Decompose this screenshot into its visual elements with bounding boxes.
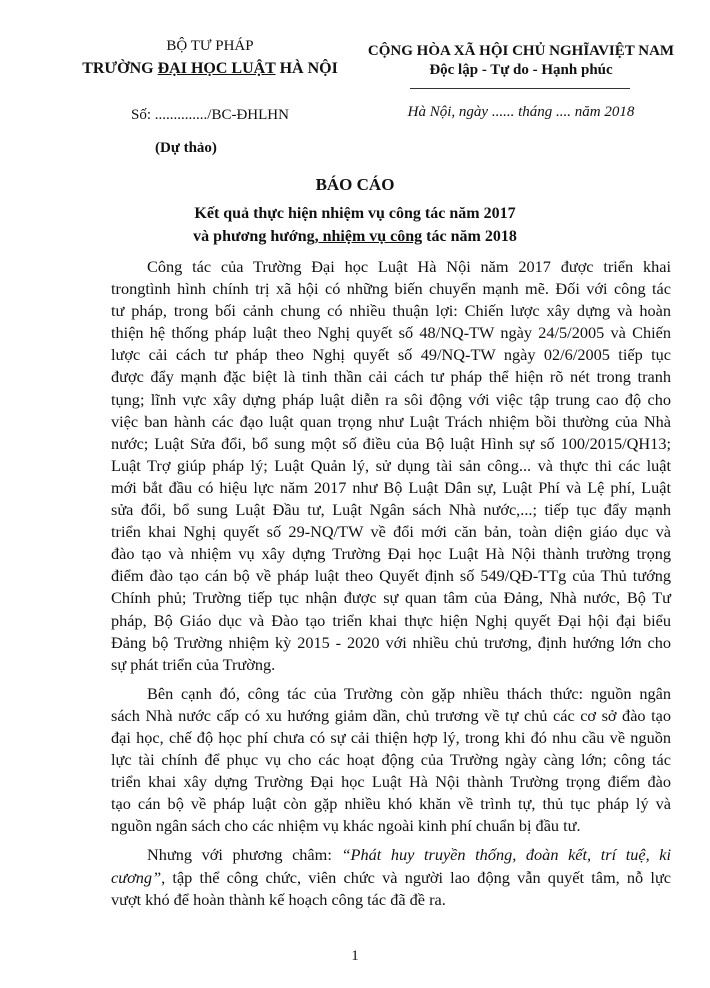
paragraph-line: trongtình hình chính trị xã hội có những biến chuyển mạnh mẽ. Đối với công tác [111, 279, 671, 299]
draft-label: (Dự thảo) [155, 140, 217, 156]
ministry-name: BỘ TƯ PHÁP [166, 38, 254, 54]
paragraph-line: cương”, tập thể công chức, viên chức và người lao động vẫn quyết tâm, nỗ lực [111, 867, 671, 887]
report-subtitle-line-1: Kết quả thực hiện nhiệm vụ công tác năm 2017 [194, 205, 516, 222]
paragraph-motto [111, 844, 671, 910]
report-subtitle-line-2 [0, 228, 710, 246]
paragraph-line: mới bắt đầu có hiệu lực năm 2017 như Bộ Luật Dân sự, Luật Phí và Lệ phí, Luật [111, 477, 671, 497]
paragraph-line: sửa đổi, bổ sung Luật Đầu tư, Luật Ngân sách Nhà nước,...; tiếp tục đẩy mạnh [111, 500, 671, 520]
motto-underline [410, 88, 630, 89]
paragraph-context [111, 256, 671, 676]
paragraph-line: được đẩy mạnh đặc biệt là tinh thần cải cách tư pháp thể hiện rõ nét trong tranh [111, 367, 671, 387]
paragraph-line: triển khai xây dựng Trường Đại học Luật Hà Nội thành Trường trọng điểm đào [111, 772, 671, 792]
paragraph-line: tạo cán bộ về pháp luật còn gặp nhiều khó khăn về trình tự, thủ tục pháp lý và [111, 794, 671, 814]
university-name [50, 60, 370, 78]
paragraph-challenges [111, 683, 671, 838]
document-number: Số: ............../BC-ĐHLHN [131, 107, 289, 123]
paragraph-line: đào tạo và nhiệm vụ xây dựng Trường Đại học Luật Hà Nội thành trường trọng [111, 544, 671, 564]
subtitle-part-c: tác năm 2018 [422, 228, 517, 245]
motto-quote-part-1: “Phát huy truyền thống, đoàn kết, trí tuệ, ki [341, 845, 671, 865]
paragraph-line: Nhưng với phương châm: “Phát huy truyền thống, đoàn kết, trí tuệ, ki [147, 845, 671, 865]
subtitle-part-a: và phương hướng [193, 228, 315, 245]
paragraph-line: sự phát triển của Trường. [111, 654, 276, 674]
paragraph-line: lược cải cách tư pháp theo Nghị quyết số 49/NQ-TW ngày 02/6/2005 tiếp tục [111, 345, 671, 365]
paragraph-line: Đảng bộ Trường nhiệm kỳ 2015 - 2020 với nhiều chủ trương, định hướng lớn cho [111, 632, 671, 652]
motto-quote-part-2: cương” [111, 867, 162, 887]
paragraph-line: vượt khó để hoàn thành kế hoạch công tác đã đề ra. [111, 889, 446, 909]
page-number: 1 [351, 948, 359, 964]
paragraph-line: việc ban hành các đạo luật quan trọng như Luật Trách nhiệm bồi thường của Nhà [111, 411, 671, 431]
paragraph-line: Công tác của Trường Đại học Luật Hà Nội năm 2017 được triển khai [147, 257, 671, 276]
report-body [111, 256, 671, 918]
report-title: BÁO CÁO [315, 175, 395, 194]
place-and-date: Hà Nội, ngày ...... tháng .... năm 2018 [407, 104, 635, 120]
paragraph-line: nguồn ngân sách cho các nhiệm vụ khác ngoài kinh phí chuẩn bị đầu tư. [111, 816, 581, 836]
paragraph-line: Bên cạnh đó, công tác của Trường còn gặp nhiều thách thức: nguồn ngân [147, 683, 671, 703]
university-prefix: TRƯỜNG [82, 60, 158, 77]
paragraph-line: tư pháp, trong bối cảnh chung có nhiều thuận lợi: Chiến lược xây dựng và hoàn [111, 301, 671, 321]
subtitle-part-underlined: , nhiệm vụ công [314, 228, 423, 245]
country-name: CỘNG HÒA XÃ HỘI CHỦ NGHĨAVIỆT NAM [367, 43, 675, 59]
paragraph-line: đại học, chế độ học phí chưa có sự cải thiện hợp lý, trong khi đó nhu cầu về nguồn [111, 727, 671, 747]
paragraph-line: tụng; lĩnh vực xây dựng pháp luật diễn ra sôi động với việc tập trung cao độ cho [111, 389, 671, 409]
university-suffix: HÀ NỘI [275, 60, 338, 77]
paragraph-line: sách Nhà nước cấp có xu hướng giảm dần, chủ trương về tự chủ các cơ sở đào tạo [111, 705, 671, 725]
paragraph-line: nước; Luật Sửa đổi, bổ sung một số điều của Bộ luật Hình sự số 100/2015/QH13; [111, 433, 671, 453]
paragraph-line: Chính phủ; Trường tiếp tục nhận được sự quan tâm của Đảng, Nhà nước, Bộ Tư [111, 588, 671, 608]
paragraph-line: điểm đào tạo cán bộ về pháp luật theo Quyết định số 549/QĐ-TTg của Thủ tướng [111, 566, 671, 586]
paragraph-line: Luật Trợ giúp pháp lý; Luật Quản lý, sử dụng tài sản công... và thực thi các luật [111, 455, 671, 475]
paragraph-line: pháp, Bộ Giáo dục và Đào tạo triển khai thực hiện Nghị quyết Đại hội đại biểu [111, 610, 671, 630]
paragraph-line: triển khai Nghị quyết số 29-NQ/TW về đổi mới căn bản, toàn diện giáo dục và [111, 522, 671, 542]
university-underlined: ĐẠI HỌC LUẬT [157, 60, 276, 77]
paragraph-line: thiện hệ thống pháp luật theo Nghị quyết số 48/NQ-TW ngày 24/5/2005 và Chiến [111, 323, 671, 343]
paragraph-line: lực tài chính để phục vụ cho các hoạt động của Trường ngày càng lớn; công tác [111, 750, 671, 770]
national-motto: Độc lập - Tự do - Hạnh phúc [429, 62, 613, 78]
